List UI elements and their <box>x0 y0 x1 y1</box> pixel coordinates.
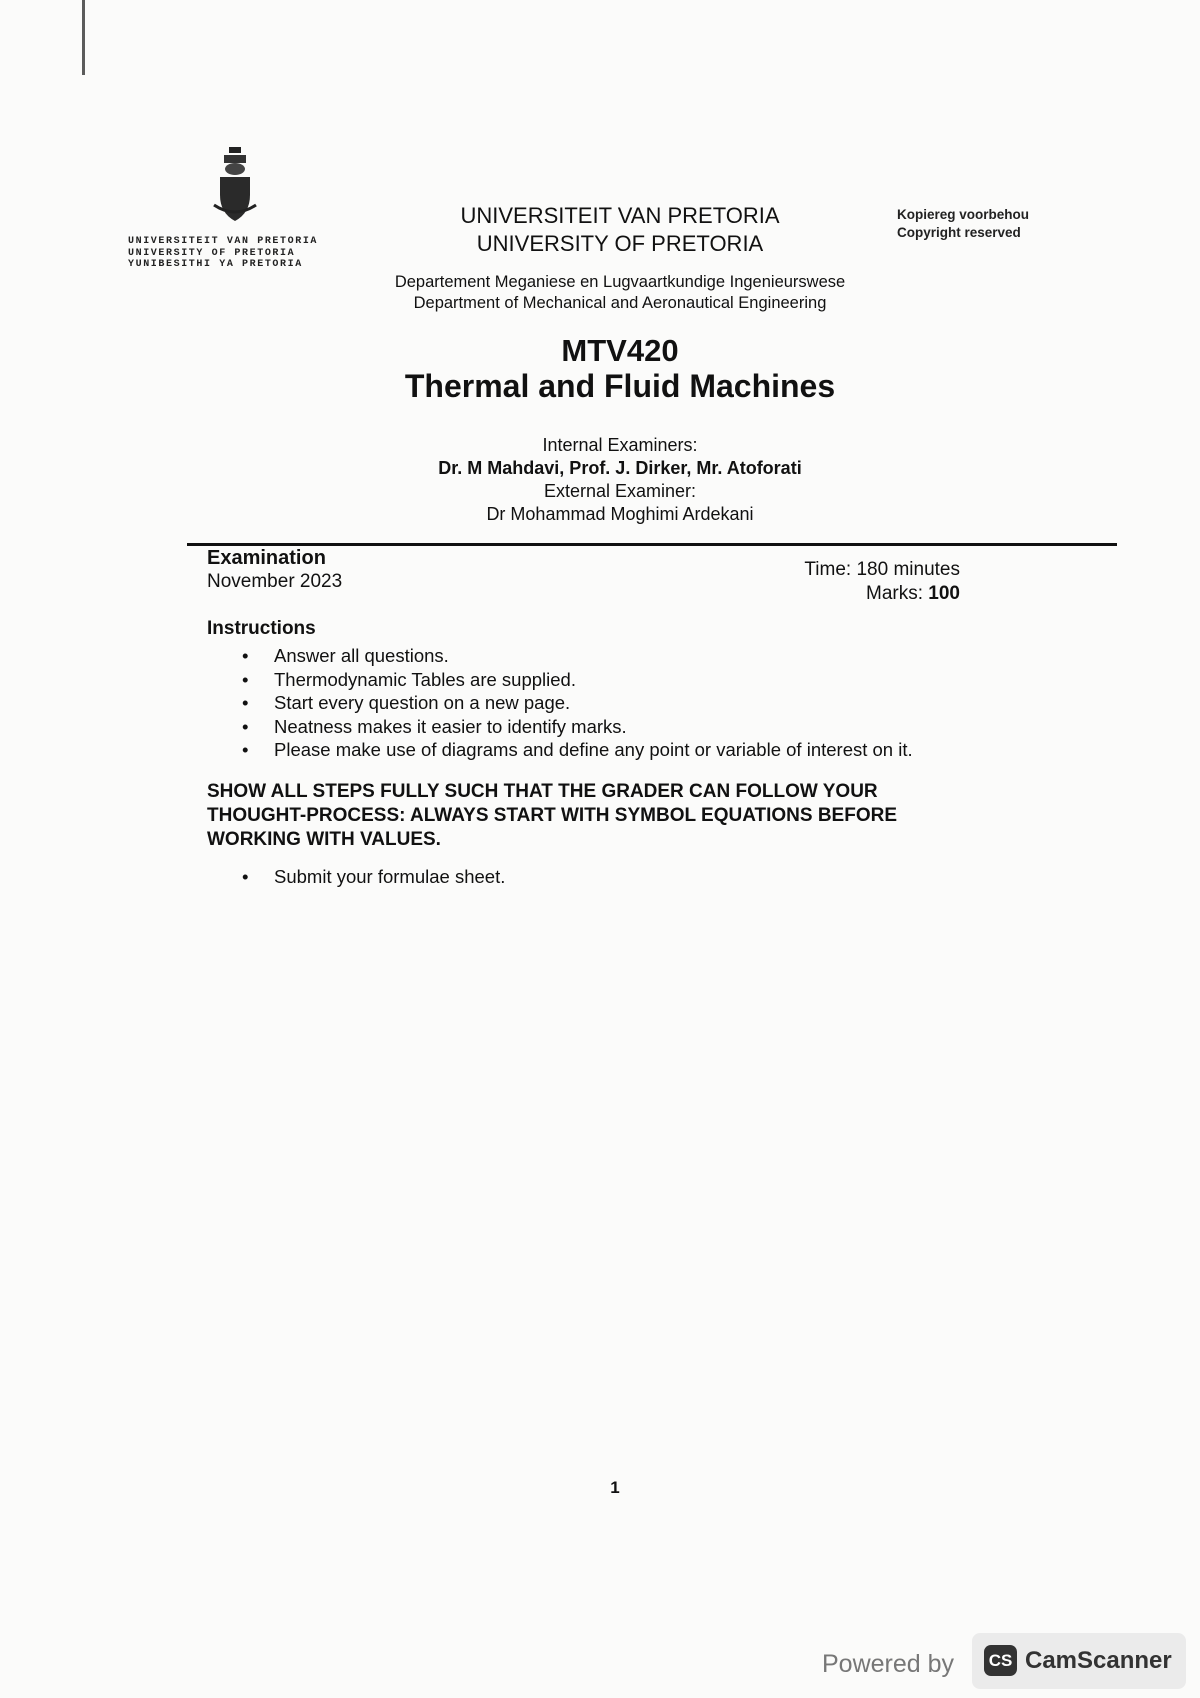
emphasis-line: THOUGHT-PROCESS: ALWAYS START WITH SYMBOL EQUATIONS BEFORE <box>207 805 898 826</box>
university-crest-icon <box>200 145 270 225</box>
internal-examiners-label: Internal Examiners: <box>542 435 698 455</box>
department-name <box>360 272 880 314</box>
copyright-en: Copyright reserved <box>897 225 1021 240</box>
list-item: • Neatness makes it easier to identify marks. <box>240 715 913 739</box>
list-item: • Submit your formulae sheet. <box>240 866 505 888</box>
university-name-en: UNIVERSITY OF PRETORIA <box>476 231 764 256</box>
copyright-notice <box>897 206 1029 242</box>
course-title: Thermal and Fluid Machines <box>404 368 836 404</box>
course-code: MTV420 <box>561 333 679 368</box>
page-number: 1 <box>610 1478 620 1497</box>
logo-line-af: UNIVERSITEIT VAN PRETORIA <box>128 236 319 247</box>
list-item: • Start every question on a new page. <box>240 691 913 715</box>
camscanner-icon: CS <box>984 1645 1017 1676</box>
final-instruction-list <box>240 866 505 888</box>
marks-value: 100 <box>928 583 960 604</box>
department-en: Department of Mechanical and Aeronautical Engineering <box>413 294 827 312</box>
exam-time: Time: 180 minutes <box>804 559 960 580</box>
list-item: • Answer all questions. <box>240 644 913 668</box>
exam-marks <box>720 582 960 606</box>
list-item: • Please make use of diagrams and define any point or variable of interest on it. <box>240 738 913 762</box>
instructions-title: Instructions <box>207 618 316 639</box>
scan-edge-mark <box>82 0 85 75</box>
internal-examiners-names: Dr. M Mahdavi, Prof. J. Dirker, Mr. Atoforati <box>438 458 802 478</box>
department-af: Departement Meganiese en Lugvaartkundige Ingenieurswese <box>394 273 846 291</box>
list-item: • Thermodynamic Tables are supplied. <box>240 668 913 692</box>
university-name-af: UNIVERSITEIT VAN PRETORIA <box>460 203 780 228</box>
emphasis-instruction <box>207 780 987 852</box>
emphasis-line: SHOW ALL STEPS FULLY SUCH THAT THE GRADER CAN FOLLOW YOUR <box>207 781 878 802</box>
university-logo-text <box>128 236 318 271</box>
university-name <box>360 202 880 258</box>
marks-label: Marks: <box>866 583 929 604</box>
powered-by-text: Powered by <box>822 1650 955 1678</box>
copyright-af: Kopiereg voorbehou <box>897 207 1030 222</box>
divider <box>187 543 1117 546</box>
camscanner-brand: CamScanner <box>1025 1647 1172 1674</box>
instructions-list <box>240 644 913 762</box>
external-examiner-label: External Examiner: <box>543 481 697 501</box>
logo-line-zu: YUNIBESITHI YA PRETORIA <box>128 259 303 270</box>
exam-time-marks <box>720 558 960 606</box>
exam-label: Examination <box>207 547 326 569</box>
emphasis-line: WORKING WITH VALUES. <box>207 829 441 850</box>
logo-line-en: UNIVERSITY OF PRETORIA <box>128 247 296 259</box>
examiners-block <box>360 434 880 526</box>
external-examiner-name: Dr Mohammad Moghimi Ardekani <box>486 504 754 524</box>
exam-date: November 2023 <box>207 571 343 592</box>
